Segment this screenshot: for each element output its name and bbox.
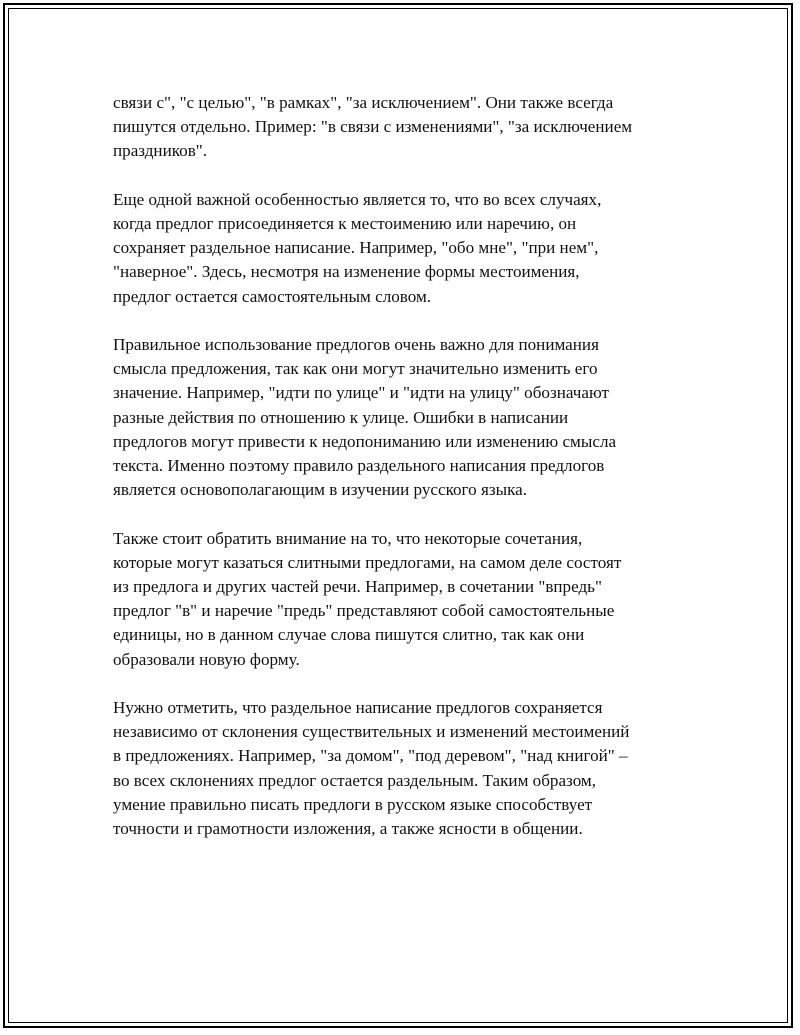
paragraph-2: Еще одной важной особенностью является то, что во всех случаях, когда предлог присоединяется к местоимению или наречию, он сохраняет раздельное написание. Например, "обо мне", "при нем", "наверное". Здесь, несмотря на изменение формы местоимения, предлог остается самостоятельным словом.: [113, 189, 602, 306]
document-body: [113, 91, 693, 865]
paragraph-3: Правильное использование предлогов очень важно для понимания смысла предложения, так как они могут значительно изменить его значение. Например, "идти по улице" и "идти на улицу" обозначают разные действия по отношению к улице. Ошибки в написании предлогов могут привести к недопониманию или изменению смысла текста. Именно поэтому правило раздельного написания предлогов является основополагающим в изучении русского языка.: [113, 335, 617, 500]
paragraph-5: Нужно отметить, что раздельное написание предлогов сохраняется независимо от склонения существительных и изменений местоимений в предложениях. Например, "за домом", "под деревом", "над книгой" – во всех склонениях предлог остается раздельным. Таким образом, умение правильно писать предлоги в русском языке способствует точности и грамотности изложения, а также ясности в общении.: [113, 698, 630, 839]
paragraph-1: связи с", "с целью", "в рамках", "за исключением". Они также всегда пишутся отдельно. Пример: "в связи с изменениями", "за исключением праздников".: [113, 93, 633, 161]
paragraph-4: Также стоит обратить внимание на то, что некоторые сочетания, которые могут казаться слитными предлогами, на самом деле состоят из предлога и других частей речи. Например, в сочетании "впредь" предлог "в" и наречие "предь" представляют собой самостоятельные единицы, но в данном случае слова пишутся слитно, так как они образовали новую форму.: [113, 528, 622, 669]
